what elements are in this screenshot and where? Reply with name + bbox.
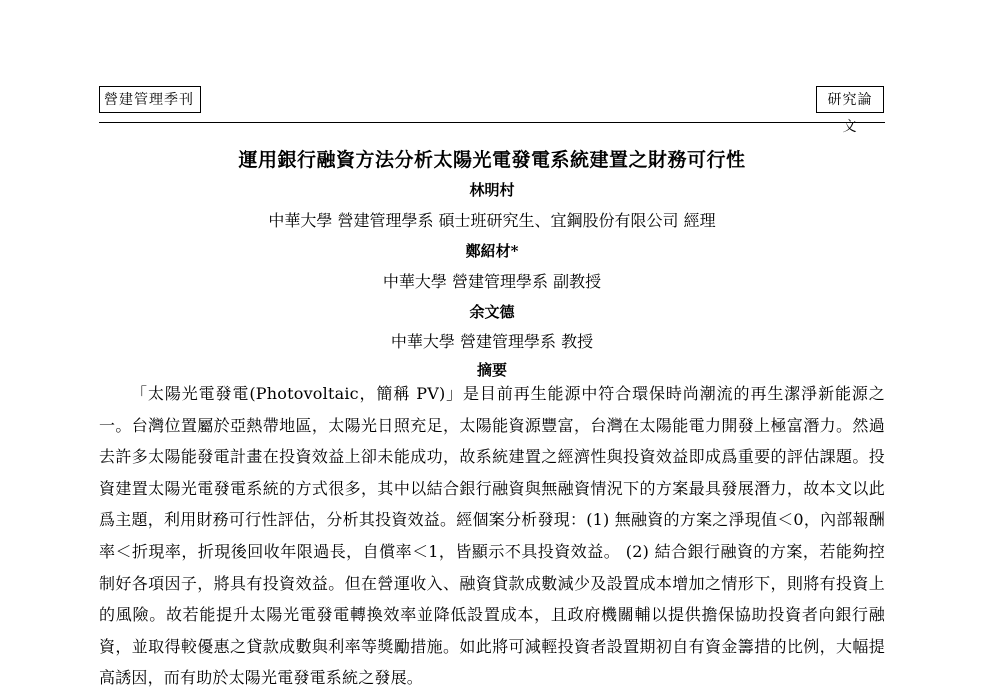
- paper-title: 運用銀行融資方法分析太陽光電發電系統建置之財務可行性: [238, 149, 746, 171]
- author-affiliation-2: 中華大學 營建管理學系 副教授: [382, 272, 602, 291]
- author-affiliation-3: 中華大學 營建管理學系 教授: [390, 332, 594, 351]
- author-name-2: 鄭紹材*: [465, 242, 519, 260]
- author-name-3: 余文德: [469, 303, 515, 321]
- author-name-1: 林明村: [469, 181, 515, 199]
- abstract-heading: 摘要: [476, 361, 507, 379]
- abstract-body: 「太陽光電發電(Photovoltaic，簡稱 PV)」是目前再生能源中符合環保時尚潮流的再生潔淨新能源之一。台灣位置屬於亞熱帶地區，太陽光日照充足，太陽能資源豐富，台灣在太陽能電力開發上極富潛力。然過去許多太陽能發電計畫在投資效益上卻未能成功，故系統建置之經濟性與投資效益即成爲重要的評估課題。投資建置太陽光電發電系統的方式很多，其中以結合銀行融資與無融資情況下的方案最具發展潛力，故本文以此爲主題，利用財務可行性評估，分析其投資效益。經個案分析發現：(1) 無融資的方案之淨現值＜0，內部報酬率＜折現率，折現後回收年限過長，自償率＜1，皆顯示不具投資效益。 (2) 結合銀行融資的方案，若能夠控制好各項因子，將具有投資效益。但在營運收入、融資貸款成數減少及設置成本增加之情形下，則將有投資上的風險。故若能提升太陽光電發電轉換效率並降低設置成本，且政府機關輔以提供擔保協助投資者向銀行融資，並取得較優惠之貸款成數與利率等獎勵措施。如此將可減輕投資者設置期初自有資金籌措的比例，大幅提高誘因，而有助於太陽光電發電系統之發展。: [99, 384, 885, 688]
- journal-name-box: 營建管理季刊: [99, 86, 201, 113]
- header-rule: [99, 122, 885, 123]
- author-affiliation-1: 中華大學 營建管理學系 碩士班研究生、宜鋼股份有限公司 經理: [268, 211, 716, 230]
- paper-type-box: 研究論文: [816, 86, 884, 113]
